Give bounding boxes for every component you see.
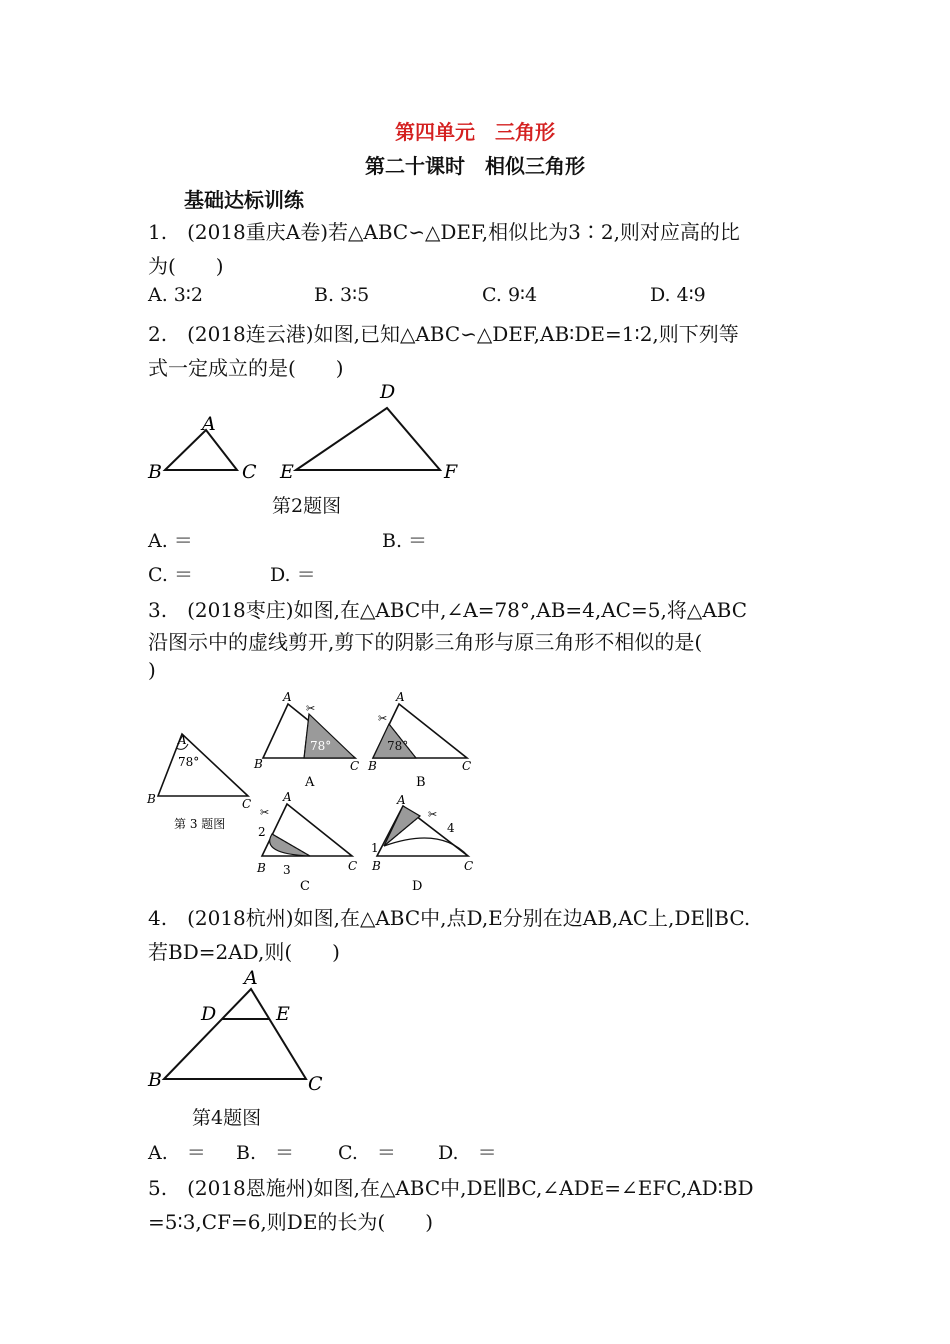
unit-title: 第四单元 三角形	[395, 120, 555, 144]
scissors-icon: ✂	[260, 806, 270, 819]
q2-figure	[140, 378, 480, 488]
q4-option-a: A. ＝	[148, 1142, 206, 1164]
q4-figure-caption: 第4题图	[192, 1107, 262, 1129]
q3-option-b-figure	[367, 690, 471, 790]
q1-option-c: C. 9∶4	[482, 284, 538, 306]
svg-text:78°: 78°	[310, 739, 332, 753]
q2-label-e: E	[280, 461, 294, 483]
q2-label-b: B	[148, 461, 162, 483]
q3-option-d-figure	[371, 793, 473, 894]
q2-option-b: B. ＝	[382, 530, 428, 552]
q3-option-c-figure	[256, 790, 357, 894]
scissors-icon: ✂	[306, 702, 316, 715]
q2-small-triangle	[165, 430, 237, 470]
q3-sub-label-c: C	[300, 879, 310, 894]
q2-label-a: A	[202, 413, 216, 435]
q4-label-b: B	[148, 1069, 162, 1091]
q4-label-a: A	[244, 967, 258, 989]
q4-option-b: B. ＝	[236, 1142, 295, 1164]
q5-line-2: =5∶3,CF=6,则DE的长为( )	[148, 1210, 434, 1234]
svg-text:3: 3	[283, 863, 291, 877]
q3-line-2: 沿图示中的虚线剪开,剪下的阴影三角形与原三角形不相似的是(	[148, 630, 703, 654]
q1-line-2: 为( )	[148, 254, 224, 278]
q4-label-d: D	[201, 1003, 217, 1025]
svg-text:C: C	[464, 859, 474, 873]
q1-option-b: B. 3∶5	[314, 284, 370, 306]
q2-option-c: C. ＝	[148, 564, 193, 586]
q3-main-triangle	[146, 733, 251, 831]
q1-option-d: D. 4∶9	[650, 284, 706, 306]
svg-text:78°: 78°	[178, 755, 200, 769]
section-heading: 基础达标训练	[184, 188, 304, 212]
q4-line-1: 4. (2018杭州)如图,在△ABC中,点D,E分别在边AB,AC上,DE∥BC.	[148, 906, 751, 930]
q2-line-2: 式一定成立的是( )	[148, 356, 344, 380]
q2-option-a: A. ＝	[148, 530, 193, 552]
svg-text:A: A	[178, 733, 187, 747]
q4-option-c: C. ＝	[338, 1142, 396, 1164]
svg-text:C: C	[348, 859, 358, 873]
svg-text:B: B	[368, 759, 377, 773]
q3-line-3: )	[148, 658, 156, 682]
svg-text:B: B	[254, 757, 263, 771]
svg-text:A: A	[397, 793, 406, 807]
q2-label-f: F	[444, 461, 458, 483]
svg-text:B: B	[257, 861, 266, 875]
q1-option-a: A. 3∶2	[148, 284, 203, 306]
svg-text:B: B	[147, 792, 156, 806]
q3-line-1: 3. (2018枣庄)如图,在△ABC中,∠A=78°,AB=4,AC=5,将△ABC	[148, 598, 748, 622]
svg-text:2: 2	[258, 825, 266, 839]
q2-line-1: 2. (2018连云港)如图,已知△ABC∽△DEF,AB∶DE=1∶2,则下列等	[148, 322, 739, 346]
q4-line-2: 若BD=2AD,则( )	[148, 940, 340, 964]
q4-option-d: D. ＝	[438, 1142, 497, 1164]
svg-text:A: A	[396, 690, 405, 704]
svg-text:1: 1	[371, 841, 379, 855]
q4-label-c: C	[308, 1073, 323, 1094]
q2-large-triangle	[296, 408, 440, 470]
q4-label-e: E	[276, 1003, 290, 1025]
scissors-icon: ✂	[378, 712, 388, 725]
q3-sub-label-d: D	[412, 879, 423, 894]
svg-text:4: 4	[447, 821, 455, 835]
q2-figure-caption: 第2题图	[272, 495, 342, 517]
svg-text:B: B	[372, 859, 381, 873]
q2-label-c: C	[242, 461, 257, 483]
svg-text:C: C	[350, 759, 360, 773]
q3-option-a-figure	[253, 690, 359, 790]
q4-figure	[140, 964, 340, 1094]
q1-line-1: 1. (2018重庆A卷)若△ABC∽△DEF,相似比为3∶2,则对应高的比	[148, 220, 740, 244]
q3-figure-caption: 第 3 题图	[174, 817, 226, 831]
q5-line-1: 5. (2018恩施州)如图,在△ABC中,DE∥BC,∠ADE=∠EFC,AD∶BD	[148, 1176, 754, 1200]
scissors-icon: ✂	[428, 808, 438, 821]
svg-text:C: C	[242, 797, 252, 811]
svg-text:C: C	[462, 759, 472, 773]
q3-sub-label-a: A	[305, 775, 315, 790]
q2-option-d: D. ＝	[270, 564, 316, 586]
q2-label-d: D	[380, 381, 396, 403]
lesson-title: 第二十课时 相似三角形	[365, 154, 585, 178]
svg-text:A: A	[283, 690, 292, 704]
q3-sub-label-b: B	[416, 775, 426, 790]
q3-figure	[140, 686, 490, 896]
svg-text:A: A	[283, 790, 292, 804]
svg-text:78°: 78°	[387, 739, 409, 753]
